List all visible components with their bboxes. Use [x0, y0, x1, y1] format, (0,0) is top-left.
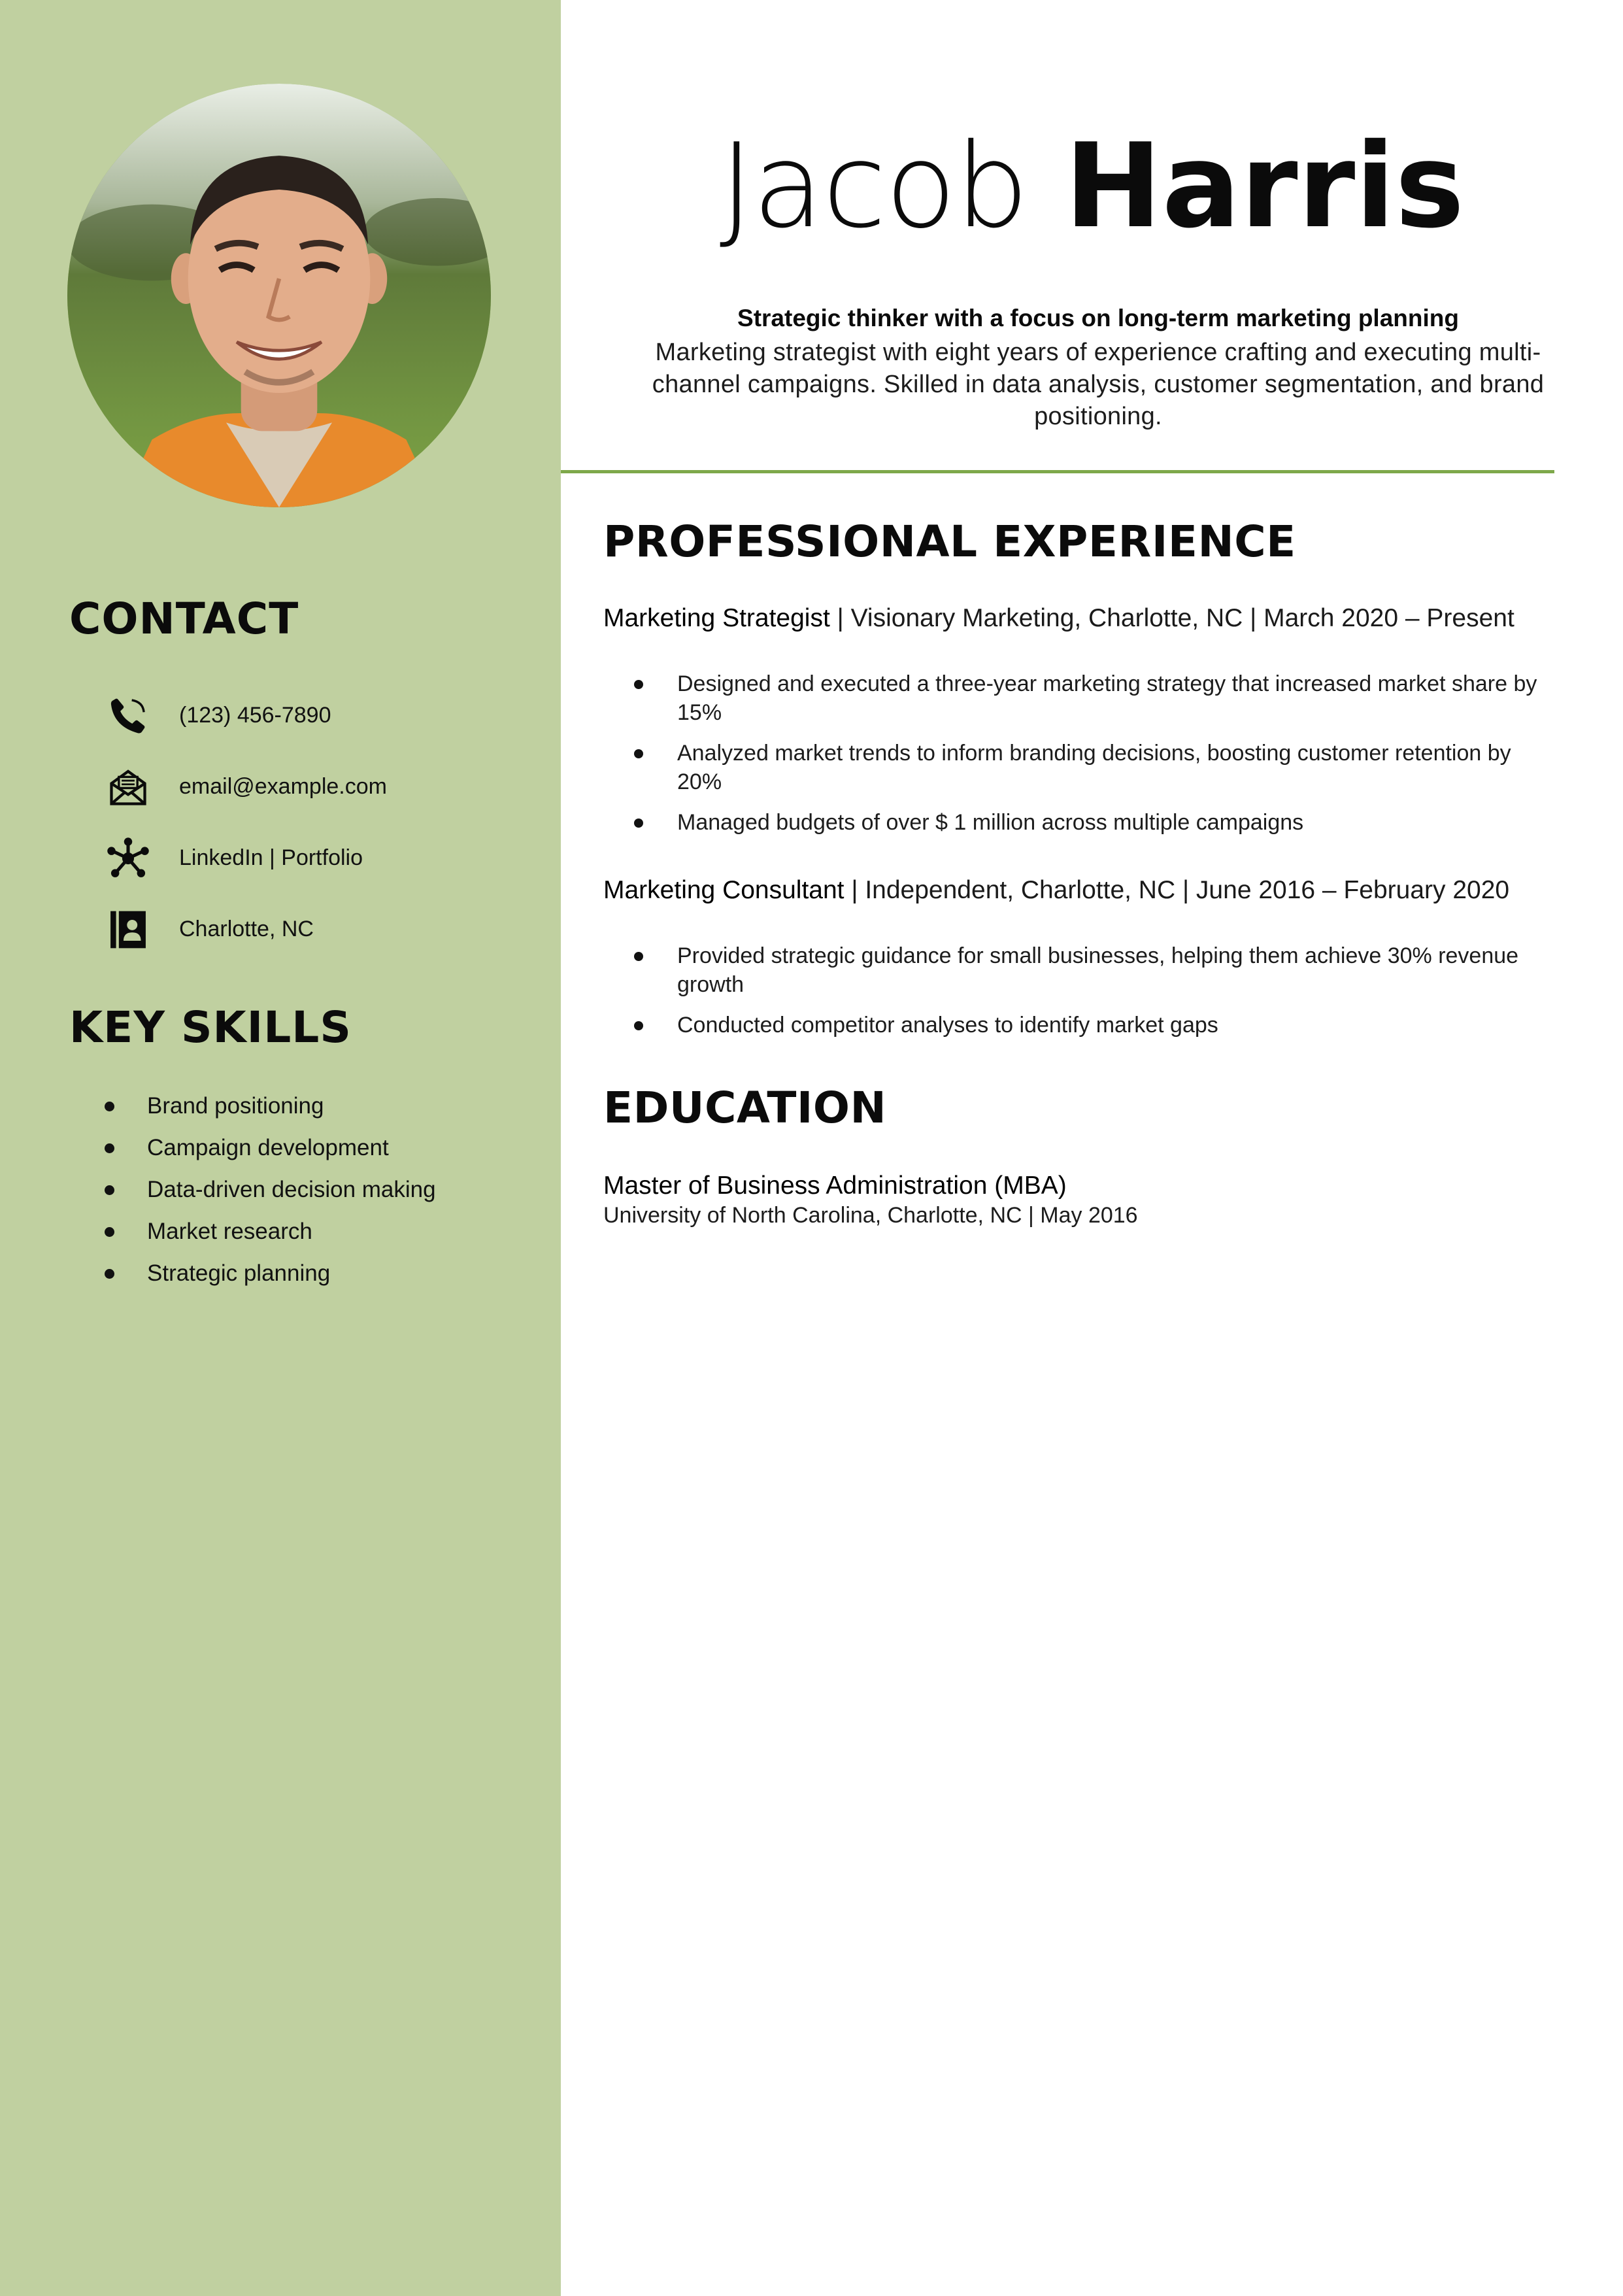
- bullet-icon: [105, 1185, 114, 1195]
- education-heading: EDUCATION: [603, 1083, 887, 1133]
- contact-links[interactable]: [105, 822, 549, 894]
- candidate-name: [561, 118, 1623, 254]
- contact-list: [105, 680, 549, 965]
- address-book-icon: [105, 906, 152, 953]
- list-item: Managed budgets of over $ 1 million across multiple campaigns: [634, 808, 1549, 837]
- degree: Master of Business Administration (MBA): [603, 1172, 1067, 1200]
- school: University of North Carolina, Charlotte, NC | May 2016: [603, 1203, 1138, 1228]
- profile-photo: [67, 84, 491, 507]
- list-item: Analyzed market trends to inform branding decisions, boosting customer retention by 20%: [634, 739, 1549, 796]
- bullet-icon: [634, 819, 643, 828]
- skills-heading: KEY SKILLS: [69, 1002, 352, 1053]
- job-title: Marketing Strategist: [603, 604, 830, 632]
- contact-email[interactable]: [105, 751, 549, 822]
- sidebar: [0, 0, 561, 2296]
- bullet-icon: [634, 680, 643, 689]
- list-item: Data-driven decision making: [105, 1169, 549, 1211]
- job-heading: [603, 876, 1509, 905]
- job-title: Marketing Consultant: [603, 876, 845, 904]
- list-item: Brand positioning: [105, 1085, 549, 1127]
- links-text: LinkedIn | Portfolio: [179, 845, 363, 870]
- tagline: Strategic thinker with a focus on long-term marketing planning: [737, 305, 1459, 331]
- email-text: email@example.com: [179, 774, 387, 799]
- job-details: | Visionary Marketing, Charlotte, NC | March 2020 – Present: [829, 604, 1514, 632]
- bullet-icon: [105, 1143, 114, 1153]
- summary: Marketing strategist with eight years of experience crafting and executing multi-channel campaigns. Skilled in data analysis, customer segmentation, and brand positioning.: [652, 339, 1545, 430]
- bullet-icon: [105, 1269, 114, 1279]
- phone-text: (123) 456-7890: [179, 703, 331, 728]
- bullet-icon: [105, 1227, 114, 1237]
- skills-list: [105, 1085, 549, 1294]
- list-item: Designed and executed a three-year marketing strategy that increased market share by 15%: [634, 669, 1549, 727]
- job-bullets: [634, 669, 1549, 849]
- first-name: Jacob: [719, 118, 1028, 254]
- envelope-icon: [105, 764, 152, 811]
- list-item: Strategic planning: [105, 1253, 549, 1294]
- job-details: | Independent, Charlotte, NC | June 2016 – February 2020: [844, 876, 1510, 904]
- divider: [561, 470, 1554, 473]
- list-item: Provided strategic guidance for small businesses, helping them achieve 30% revenue growth: [634, 941, 1549, 999]
- bullet-icon: [105, 1102, 114, 1111]
- job-bullets: [634, 941, 1549, 1051]
- network-icon: [105, 835, 152, 882]
- job-heading: [603, 604, 1514, 633]
- contact-heading: CONTACT: [69, 594, 299, 644]
- bullet-icon: [634, 952, 643, 961]
- contact-location: [105, 894, 549, 965]
- list-item: Campaign development: [105, 1127, 549, 1169]
- bullet-icon: [634, 1021, 643, 1030]
- experience-heading: PROFESSIONAL EXPERIENCE: [603, 516, 1296, 567]
- phone-icon: [105, 692, 152, 739]
- list-item: Market research: [105, 1211, 549, 1253]
- contact-phone[interactable]: [105, 680, 549, 751]
- last-name: Harris: [1064, 118, 1465, 254]
- bullet-icon: [634, 749, 643, 758]
- list-item: Conducted competitor analyses to identify market gaps: [634, 1011, 1549, 1039]
- location-text: Charlotte, NC: [179, 917, 314, 941]
